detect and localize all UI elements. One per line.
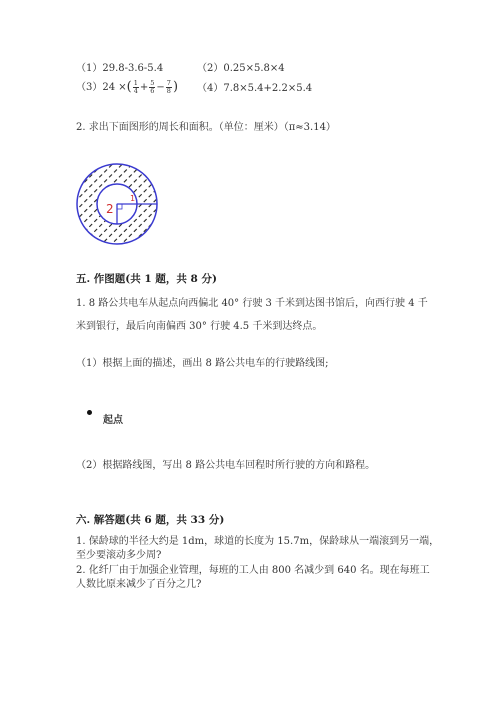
calc-problem-2: （2）0.25×5.8×4 <box>197 63 285 74</box>
section-6-q1-line1: 1. 保龄球的半径大约是 1dm，球道的长度为 15.7m，保龄球从一端滚到另一端， <box>76 536 440 547</box>
section-6-title: 六. 解答题(共 6 题，共 33 分) <box>76 514 225 526</box>
section-5-q1-line2: 米到银行，最后向南偏西 30° 行驶 4.5 千米到达终点。 <box>76 321 323 332</box>
fraction-1: $\frac{1}{4}$ <box>133 79 138 95</box>
plus-sign: + <box>139 82 149 93</box>
outer-radius-label: 1 <box>130 194 136 203</box>
start-point-dot <box>87 410 92 415</box>
open-paren: ( <box>126 79 132 95</box>
section-6-q1-line2: 至少要滚动多少周? <box>76 550 162 561</box>
section-5-sub1: （1）根据上面的描述，画出 8 路公共电车的行驶路线图; <box>76 358 329 369</box>
calc-problem-4: （4）7.8×5.4+2.2×5.4 <box>197 83 313 94</box>
section-5-sub2: （2）根据路线图，写出 8 路公共电车回程时所行驶的方向和路程。 <box>76 460 376 471</box>
start-label: 起点 <box>103 415 123 426</box>
annulus-diagram <box>72 160 162 250</box>
section-6-q2-line1: 2. 化纤厂由于加强企业管理，每班的工人由 800 名减少到 640 名。现在每班工 <box>76 565 430 576</box>
section-6-q2-line2: 人数比原来减少了百分之几? <box>76 579 202 590</box>
fraction-3: $\frac{7}{8}$ <box>166 79 171 95</box>
calc-problem-3-prefix: （3）24 × <box>76 82 127 93</box>
close-paren: ) <box>172 79 179 95</box>
section-5-title: 五. 作图题(共 1 题，共 8 分) <box>76 273 217 285</box>
minus-sign: − <box>156 82 165 93</box>
section-5-q1-line1: 1. 8 路公共电车从起点向西偏北 40° 行驶 3 千米到达图书馆后，向西行驶 4 千 <box>76 298 428 309</box>
fraction-2: $\frac{5}{6}$ <box>150 79 155 95</box>
inner-radius-label: 2 <box>106 202 114 216</box>
calc-problem-3 <box>76 80 178 95</box>
calc-problem-1: （1）29.8-3.6-5.4 <box>76 63 164 74</box>
question-2-text: 2. 求出下面图形的周长和面积。（单位：厘米）（π≈3.14） <box>76 122 336 133</box>
